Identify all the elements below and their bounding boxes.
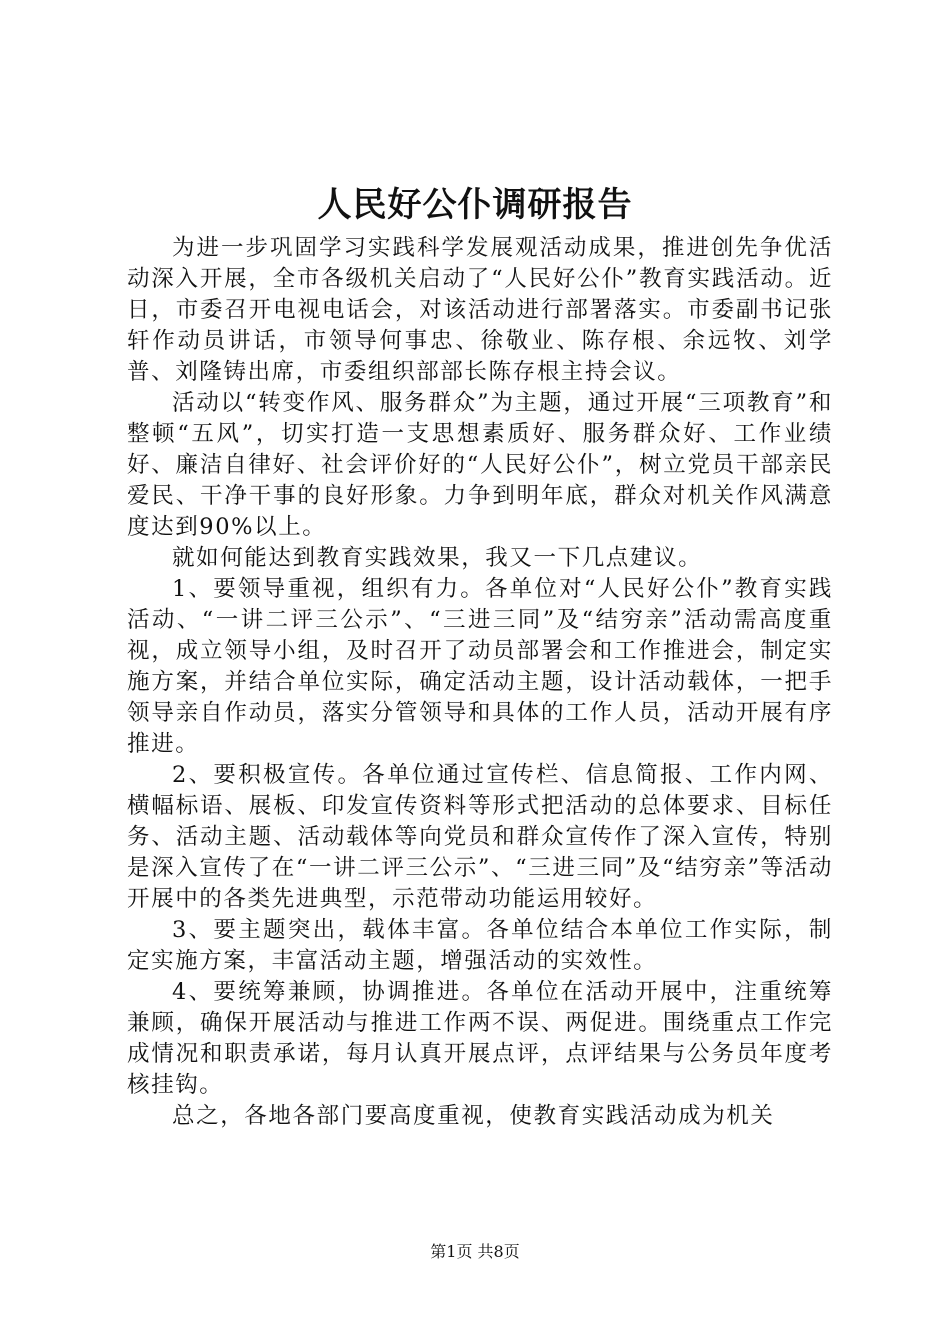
paragraph-intro: 为进一步巩固学习实践科学发展观活动成果，推进创先争优活动深入开展，全市各级机关启动了“人民好公仆”教育实践活动。近日，市委召开电视电话会，对该活动进行部署落实。市委副书记张轩作动员讲话，市领导何事忠、徐敬业、陈存根、余远牧、刘学普、刘隆铸出席，市委组织部部长陈存根主持会议。 bbox=[127, 235, 833, 385]
page-number: 第1页 共8页 bbox=[430, 1242, 520, 1261]
paragraph-theme: 活动以“转变作风、服务群众”为主题，通过开展“三项教育”和整顿“五风”，切实打造一支思想素质好、服务群众好、工作业绩好、廉洁自律好、社会评价好的“人民好公仆”，树立党员干部亲民爱民、干净干事的良好形象。力争到明年底，群众对机关作风满意度达到90%以上。 bbox=[127, 390, 833, 540]
paragraph-conclusion: 总之，各地各部门要高度重视，使教育实践活动成为机关 bbox=[172, 1103, 775, 1129]
paragraph-suggestion-1: 1、要领导重视，组织有力。各单位对“人民好公仆”教育实践活动、“一讲二评三公示”、“三进三同”及“结穷亲”活动需高度重视，成立领导小组，及时召开了动员部署会和工作推进会，制定实施方案，并结合单位实际，确定活动主题，设计活动载体，一把手领导亲自作动员，落实分管领导和具体的工作人员，活动开展有序推进。 bbox=[127, 576, 833, 757]
paragraph-suggestions-lead: 就如何能达到教育实践效果，我又一下几点建议。 bbox=[172, 545, 703, 571]
paragraph-suggestion-4: 4、要统筹兼顾，协调推进。各单位在活动开展中，注重统筹兼顾，确保开展活动与推进工作两不误、两促进。围绕重点工作完成情况和职责承诺，每月认真开展点评，点评结果与公务员年度考核挂钩。 bbox=[127, 979, 833, 1098]
paragraph-suggestion-2: 2、要积极宣传。各单位通过宣传栏、信息简报、工作内网、横幅标语、展板、印发宣传资料等形式把活动的总体要求、目标任务、活动主题、活动载体等向党员和群众宣传作了深入宣传，特别是深入宣传了在“一讲二评三公示”、“三进三同”及“结穷亲”等活动开展中的各类先进典型，示范带动功能运用较好。 bbox=[127, 762, 833, 912]
document-title: 人民好公仆调研报告 bbox=[317, 185, 633, 225]
paragraph-suggestion-3: 3、要主题突出，载体丰富。各单位结合本单位工作实际，制定实施方案，丰富活动主题，增强活动的实效性。 bbox=[127, 917, 833, 974]
document-body bbox=[127, 233, 833, 1132]
